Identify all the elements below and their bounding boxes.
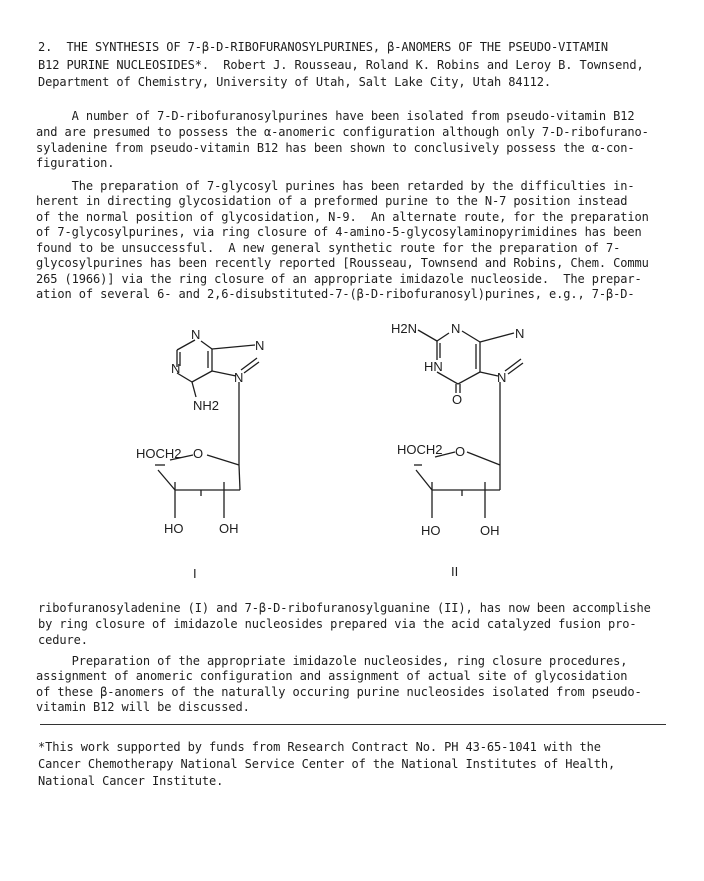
structure-II-carbonyl-oxygen-label: O	[452, 392, 463, 407]
structure-II-hoch2-label: HOCH2	[397, 442, 443, 457]
structure-I-nh2-label: NH2	[193, 398, 220, 413]
structure-I-n1-label: N	[191, 327, 201, 342]
para2-line-5: found to be unsuccessful. A new general synthetic route for the preparation of 7-	[36, 241, 621, 255]
para4-line-3: of these β-anomers of the naturally occuring purine nucleosides isolated from pseudo-	[36, 685, 642, 699]
footnote-line-1: *This work supported by funds from Research Contract No. PH 43-65-1041 with the	[38, 740, 601, 754]
structure-II-ring-oxygen-label: O	[455, 444, 466, 459]
para1-line-3: syladenine from pseudo-vitamin B12 has been shown to conclusively possess the α-con-	[36, 141, 635, 155]
para4-line-2: assignment of anomeric configuration and assignment of actual site of glycosidation	[36, 669, 628, 683]
structure-II-hn-label: HN	[424, 359, 443, 374]
structure-I-n9-label: N	[255, 338, 265, 353]
structure-II-n9-label: N	[515, 326, 525, 341]
para2-line-7: 265 (1966)] via the ring closure of an appropriate imidazole nucleoside. The prepar-	[36, 272, 642, 286]
structure-I-hoch2-label: HOCH2	[136, 446, 182, 461]
para2-line-4: of 7-glycosylpurines, via ring closure of 4-amino-5-glycosylaminopyrimidines has been	[36, 225, 642, 239]
header-line-1: 2. THE SYNTHESIS OF 7-β-D-RIBOFURANOSYLPURINES, β-ANOMERS OF THE PSEUDO-VITAMIN	[38, 40, 608, 54]
para2-line-1: The preparation of 7-glycosyl purines has been retarded by the difficulties in-	[36, 179, 635, 193]
para4-line-1: Preparation of the appropriate imidazole nucleosides, ring closure procedures,	[36, 654, 628, 668]
para3-line-1: ribofuranosyladenine (I) and 7-β-D-ribofuranosylguanine (II), has now been accomplishe	[38, 601, 651, 615]
structure-I-n3-label: N	[171, 361, 181, 376]
para1-line-1: A number of 7-D-ribofuranosylpurines have been isolated from pseudo-vitamin B12	[36, 109, 635, 123]
structure-I-oh-label: OH	[219, 521, 239, 536]
para1-line-4: figuration.	[36, 156, 115, 170]
structure-II-n3-label: N	[451, 321, 461, 336]
structure-I-n7-label: N	[234, 370, 244, 385]
footnote-separator	[40, 724, 666, 725]
para4-line-4: vitamin B12 will be discussed.	[36, 700, 250, 714]
structure-I-caption: I	[193, 566, 197, 581]
para2-line-8: ation of several 6- and 2,6-disubstituted-7-(β-D-ribofuranosyl)purines, e.g., 7-β-D-	[36, 287, 635, 301]
header-line-3: Department of Chemistry, University of Utah, Salt Lake City, Utah 84112.	[38, 75, 551, 89]
footnote-line-3: National Cancer Institute.	[38, 774, 224, 788]
para2-line-6: glycosylpurines has been recently reported [Rousseau, Townsend and Robins, Chem. Commu	[36, 256, 649, 270]
para3-line-3: cedure.	[38, 633, 88, 647]
structure-II-ho-label: HO	[421, 523, 441, 538]
para1-line-2: and are presumed to possess the α-anomeric configuration although only 7-D-ribofurano-	[36, 125, 649, 139]
para3-line-2: by ring closure of imidazole nucleosides prepared via the acid catalyzed fusion pro-	[38, 617, 637, 631]
structure-I-ho-label: HO	[164, 521, 184, 536]
footnote-line-2: Cancer Chemotherapy National Service Center of the National Institutes of Health,	[38, 757, 616, 771]
para2-line-2: herent in directing glycosidation of a preformed purine to the N-7 position instead	[36, 194, 628, 208]
structure-II-n7-label: N	[497, 370, 507, 385]
structure-I-ring-oxygen-label: O	[193, 446, 204, 461]
structure-II-h2n-label: H2N	[391, 321, 418, 336]
header-line-2: B12 PURINE NUCLEOSIDES*. Robert J. Rousseau, Roland K. Robins and Leroy B. Townsend,	[38, 58, 644, 72]
para2-line-3: of the normal position of glycosidation, N-9. An alternate route, for the preparation	[36, 210, 649, 224]
structure-II-caption: II	[451, 564, 459, 579]
structure-II-oh-label: OH	[480, 523, 500, 538]
